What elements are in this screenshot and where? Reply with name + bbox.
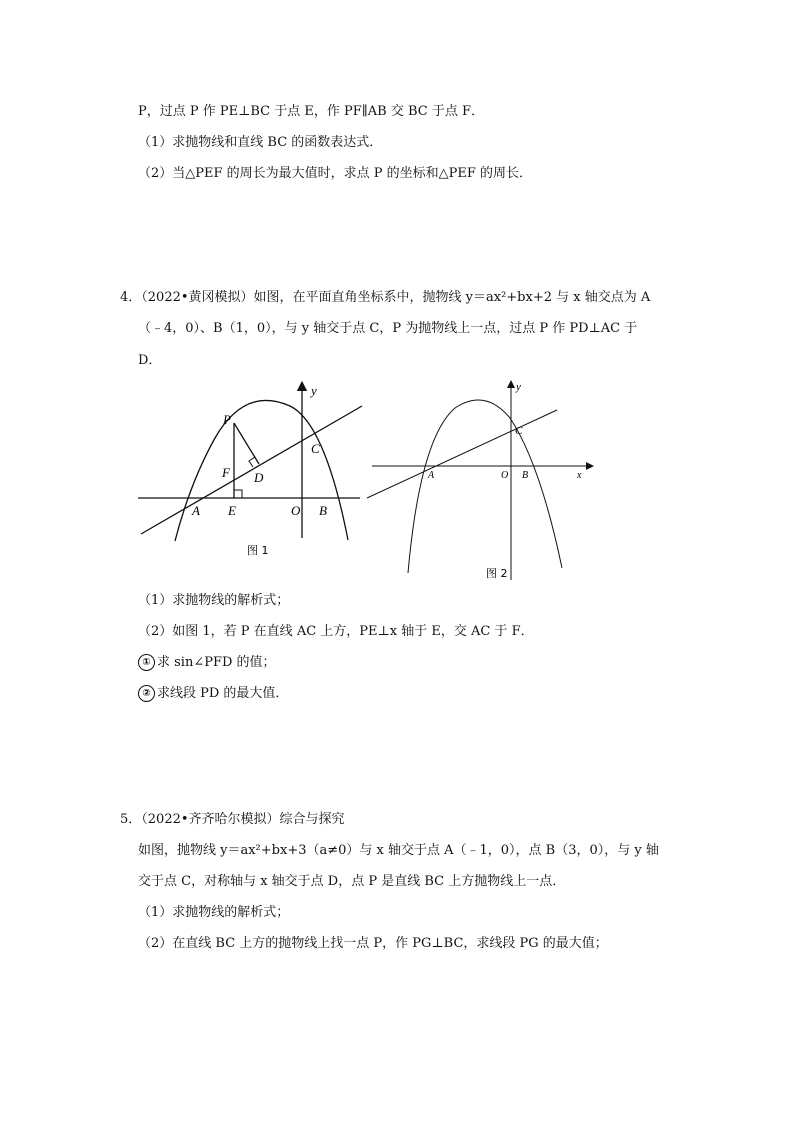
fig1-label-b: B — [319, 503, 327, 518]
fig2-label-b: B — [522, 470, 529, 481]
fig1-label-p: P — [223, 412, 231, 427]
fig2-parabola — [408, 400, 562, 573]
q4-sub1 — [138, 654, 276, 672]
fig2-label-y: y — [516, 381, 521, 393]
q3-part2: （2）当△PEF 的周长为最大值时，求点 P 的坐标和△PEF 的周长． — [138, 166, 533, 181]
q4-line3: D． — [138, 353, 162, 368]
fig1-segment-pd — [234, 423, 259, 464]
fig1-label-e: E — [228, 503, 236, 518]
fig2-caption: 图 2 — [486, 567, 508, 580]
q5-part1: （1）求抛物线的解析式； — [138, 905, 290, 920]
q4-line2: （﹣4，0）、B（1，0），与 y 轴交于点 C，P 为抛物线上一点，过点 P 作 PD⊥AC 于 — [138, 321, 638, 336]
q4-part2: （2）如图 1，若 P 在直线 AC 上方，PE⊥x 轴于 E，交 AC 于 F． — [138, 624, 534, 639]
figure-2 — [360, 378, 600, 588]
q4-sub2-marker: ② — [138, 685, 155, 702]
q4-sub1-text: 求 sin∠PFD 的值； — [157, 655, 276, 670]
fig1-line-ac — [141, 406, 362, 534]
fig1-label-o: O — [291, 503, 301, 518]
q5-line1: 5．（2022•齐齐哈尔模拟）综合与探究 — [120, 812, 345, 827]
q3-line1: P，过点 P 作 PE⊥BC 于点 E，作 PF∥AB 交 BC 于点 F． — [138, 104, 484, 119]
q5-line2: 如图，抛物线 y＝ax²+bx+3（a≠0）与 x 轴交于点 A（﹣1，0），点 B（3，0），与 y 轴 — [138, 843, 659, 858]
q3-part1: （1）求抛物线和直线 BC 的函数表达式． — [138, 135, 383, 150]
fig1-right-angle-e — [234, 490, 242, 498]
fig1-caption: 图 1 — [247, 544, 269, 557]
fig1-right-angle-d — [249, 457, 255, 467]
figure-1 — [135, 378, 365, 568]
fig1-label-y: y — [311, 383, 317, 398]
fig1-label-f: F — [222, 465, 230, 480]
q4-sub1-marker: ① — [138, 654, 155, 671]
q5-part2: （2）在直线 BC 上方的抛物线上找一点 P，作 PG⊥BC，求线段 PG 的最大值； — [138, 936, 608, 951]
fig2-label-x: x — [577, 470, 582, 481]
fig2-label-a: A — [428, 470, 435, 481]
q5-line3: 交于点 C，对称轴与 x 轴交于点 D，点 P 是直线 BC 上方抛物线上一点． — [138, 874, 566, 889]
q4-part1: （1）求抛物线的解析式； — [138, 593, 290, 608]
fig1-label-a: A — [192, 503, 200, 518]
q4-sub2-text: 求线段 PD 的最大值． — [157, 686, 289, 701]
fig1-label-c: C — [311, 441, 320, 456]
fig2-label-o: O — [501, 470, 509, 481]
fig2-label-c: C — [515, 425, 523, 437]
q4-sub2 — [138, 685, 288, 703]
fig1-label-d: D — [254, 470, 264, 485]
q4-line1: 4．（2022•黄冈模拟）如图，在平面直角坐标系中，抛物线 y＝ax²+bx+2 与 x 轴交点为 A — [120, 290, 651, 305]
